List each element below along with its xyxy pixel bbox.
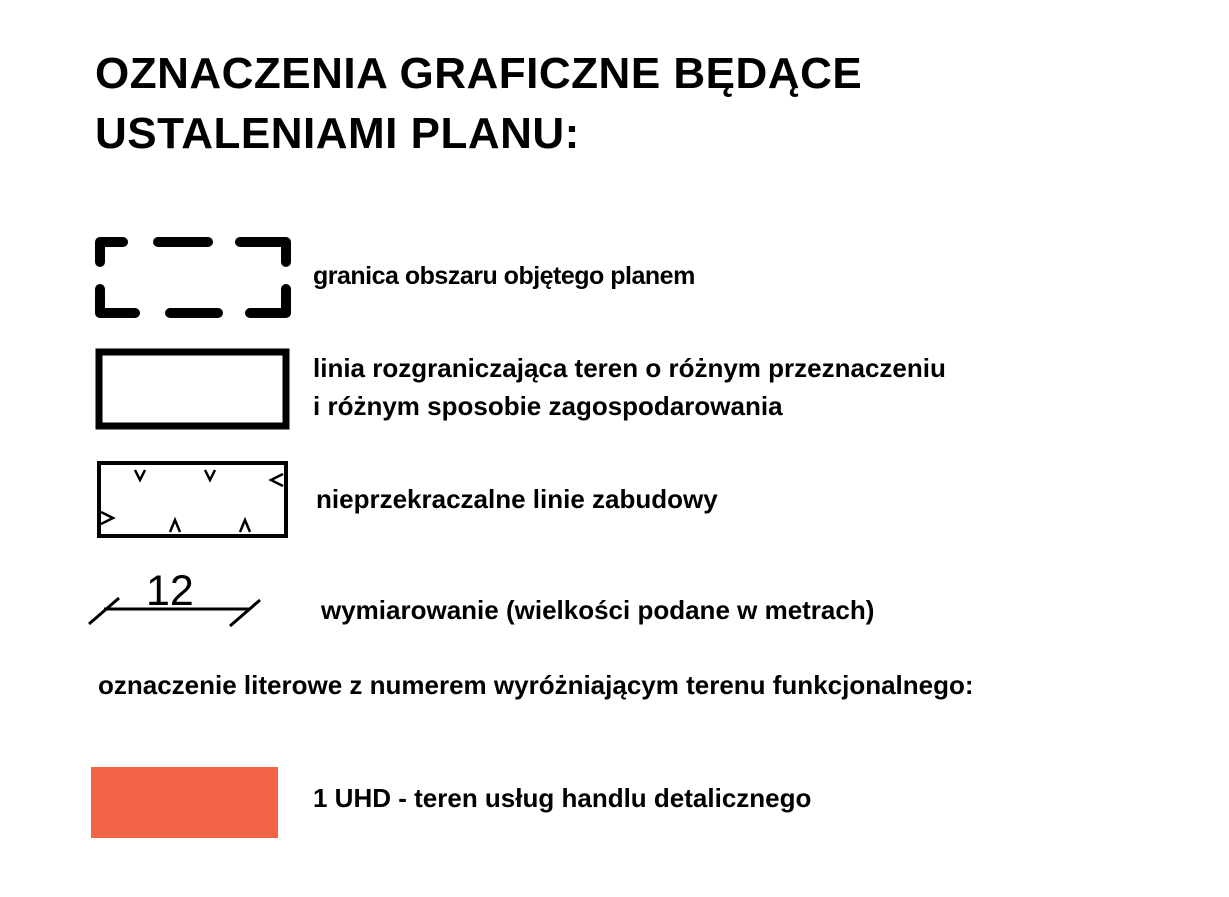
demarcation-line-label-1: linia rozgraniczająca teren o różnym przeznaczeniu	[313, 353, 946, 383]
dashed-boundary-icon	[90, 232, 300, 324]
demarcation-line-label	[313, 349, 946, 425]
uhd-color-swatch	[91, 767, 278, 838]
title-line-1: OZNACZENIA GRAFICZNE BĘDĄCE	[95, 49, 863, 98]
title-line-2: USTALENIAMI PLANU:	[95, 109, 580, 158]
plan-boundary-label: granica obszaru objętego planem	[313, 262, 695, 290]
page-title	[95, 44, 1095, 164]
solid-rectangle-icon	[95, 348, 295, 432]
uhd-label: 1 UHD - teren usług handlu detalicznego	[313, 783, 812, 813]
building-line-icon	[95, 458, 295, 542]
dimension-label: wymiarowanie (wielkości podane w metrach)	[321, 595, 875, 625]
building-line-label: nieprzekraczalne linie zabudowy	[316, 484, 718, 514]
functional-heading: oznaczenie literowe z numerem wyróżniającym terenu funkcjonalnego:	[98, 670, 974, 700]
demarcation-line-label-2: i różnym sposobie zagospodarowania	[313, 391, 783, 421]
dimension-value: 12	[146, 567, 194, 615]
